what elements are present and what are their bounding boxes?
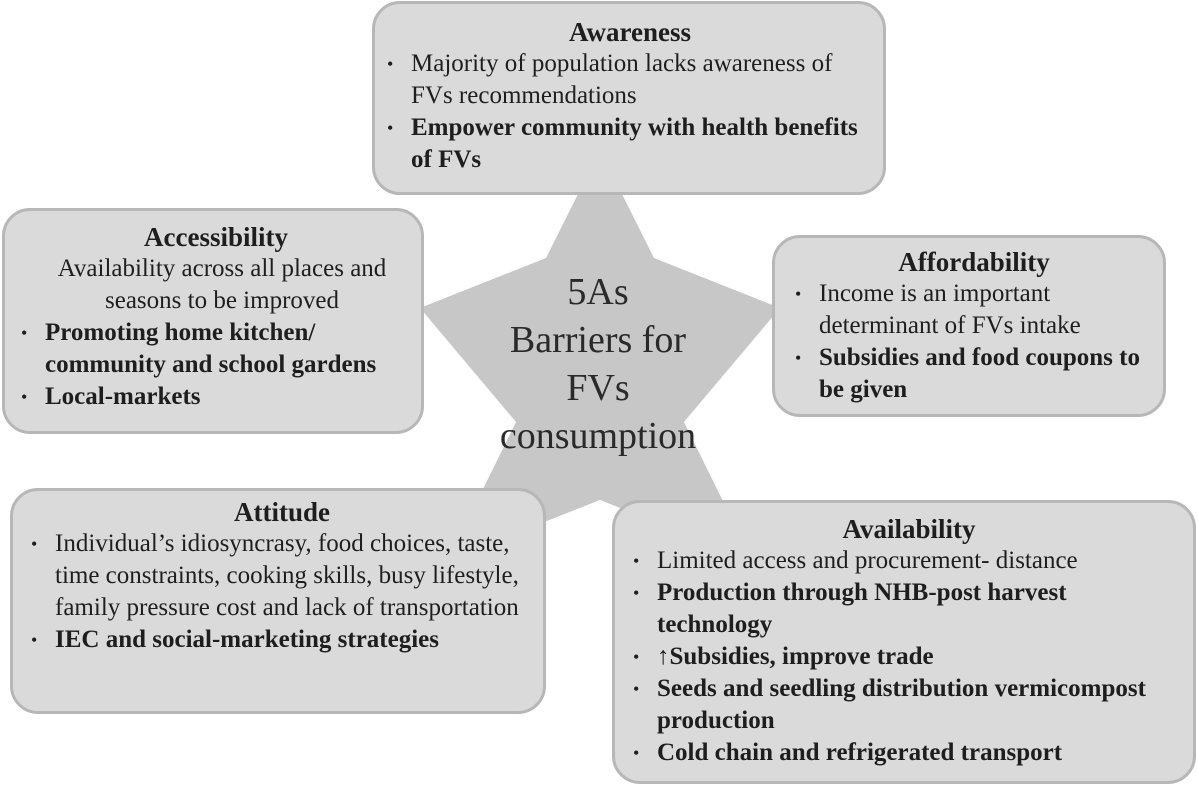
center-line-2: Barriers for xyxy=(509,319,687,361)
availability-box xyxy=(612,500,1196,784)
affordability-box xyxy=(772,235,1166,417)
center-line-4: consumption xyxy=(499,415,697,457)
availability-item-1: • Limited access and procurement- distance xyxy=(631,545,1187,577)
center-line-3: FVs xyxy=(566,367,630,409)
accessibility-item-2: • Local-markets xyxy=(19,381,413,413)
accessibility-title: Accessibility xyxy=(144,222,288,252)
accessibility-list xyxy=(19,253,413,413)
attitude-item-1: • Individual’s idiosyncrasy, food choices, taste, time constraints, cooking skills, busy lifestyle, family pressure cost and lack of transportation xyxy=(29,528,535,624)
accessibility-item-1: • Promoting home kitchen/ community and school gardens xyxy=(19,317,413,381)
accessibility-intro: Availability across all places and seasons to be improved xyxy=(57,255,387,314)
availability-list xyxy=(631,545,1187,769)
affordability-item-1: • Income is an important determinant of FVs intake xyxy=(793,278,1155,342)
awareness-list xyxy=(385,48,875,176)
availability-item-3 xyxy=(631,641,1187,673)
arrow-up-icon: ↑ xyxy=(657,643,670,670)
awareness-title: Awareness xyxy=(569,17,691,47)
awareness-item-1: • Majority of population lacks awareness of FVs recommendations xyxy=(385,48,875,112)
attitude-box xyxy=(10,488,546,714)
center-title xyxy=(470,268,726,460)
awareness-box xyxy=(372,1,886,195)
affordability-item-2: • Subsidies and food coupons to be given xyxy=(793,342,1155,406)
attitude-item-2: • IEC and social-marketing strategies xyxy=(29,624,535,656)
availability-item-2: • Production through NHB-post harvest technology xyxy=(631,577,1187,641)
center-line-1: 5As xyxy=(567,271,629,313)
awareness-item-2: • Empower community with health benefits of FVs xyxy=(385,112,875,176)
availability-item-4: • Seeds and seedling distribution vermicompost production xyxy=(631,673,1187,737)
attitude-title: Attitude xyxy=(234,497,330,527)
accessibility-box xyxy=(2,208,424,434)
availability-item-3-text: Subsidies, improve trade xyxy=(669,643,934,670)
attitude-list xyxy=(29,528,535,656)
affordability-title: Affordability xyxy=(898,247,1050,277)
availability-item-5: • Cold chain and refrigerated transport xyxy=(631,737,1187,769)
availability-title: Availability xyxy=(842,514,976,544)
affordability-list xyxy=(793,278,1155,406)
